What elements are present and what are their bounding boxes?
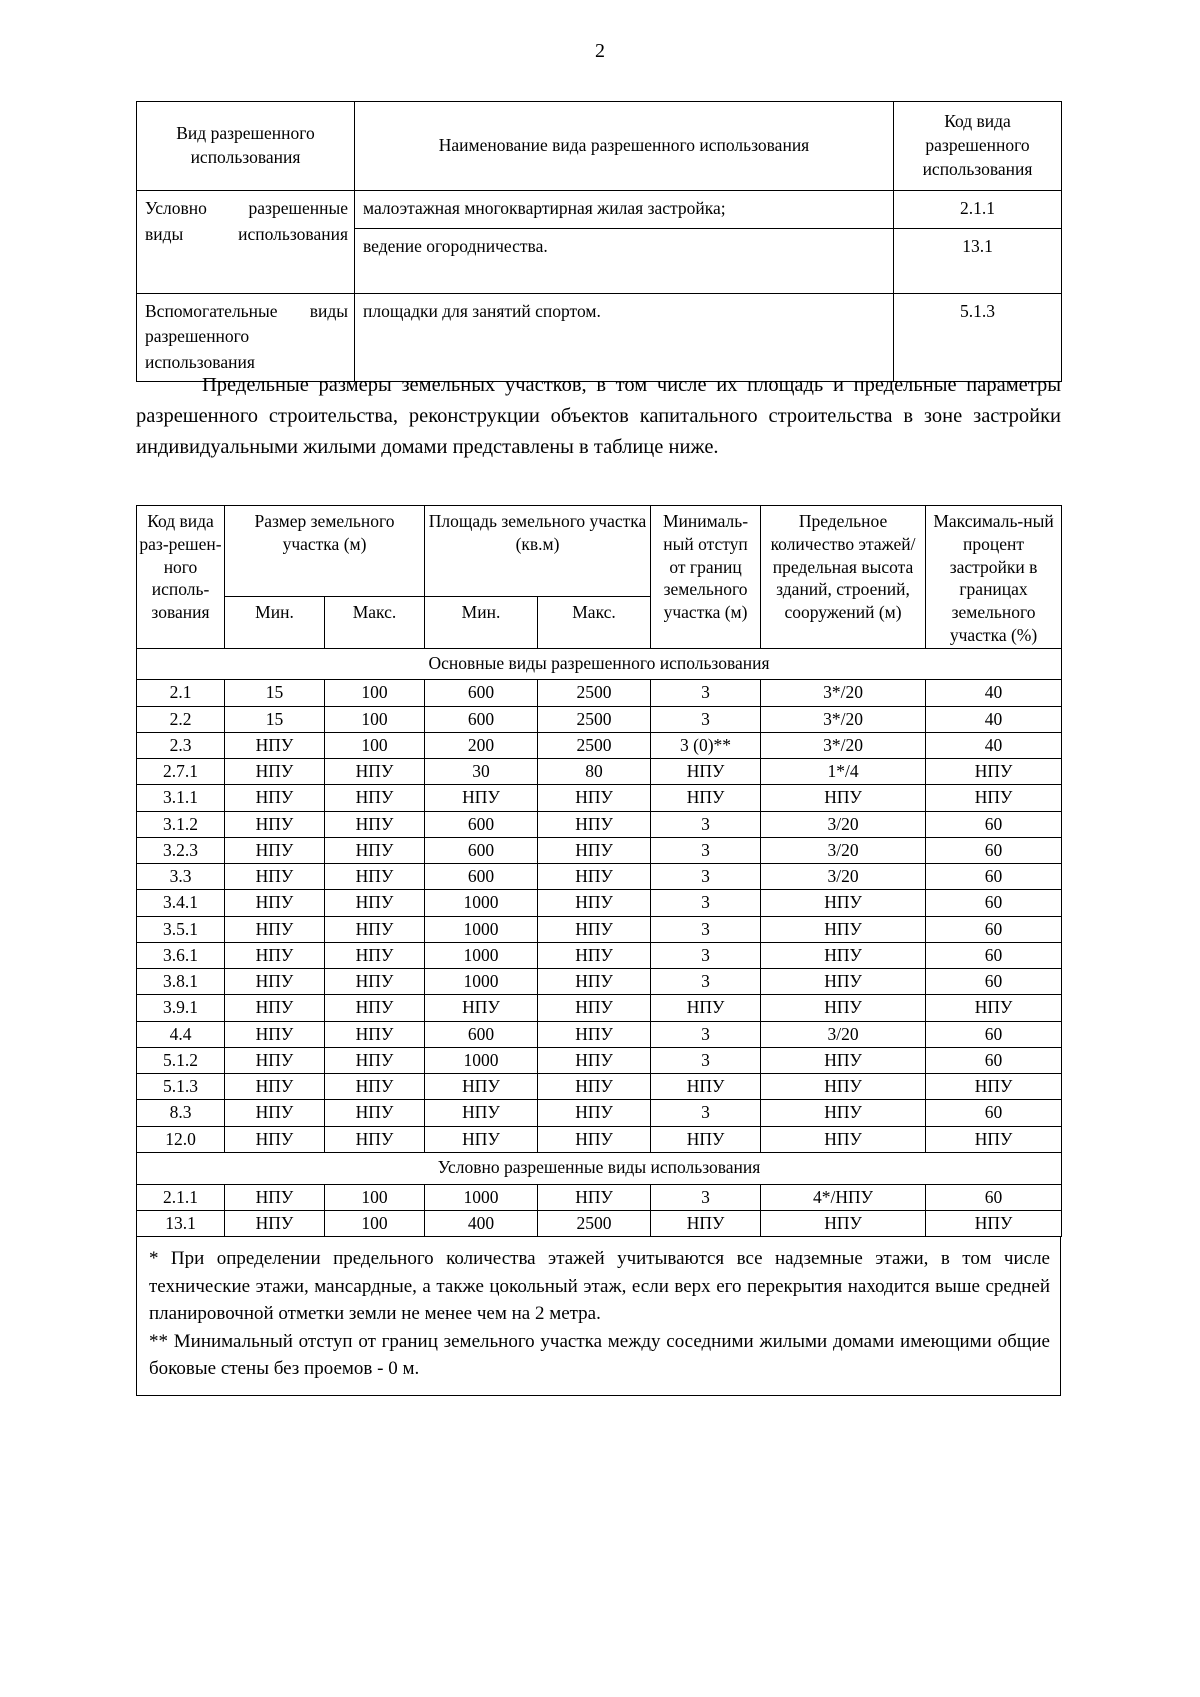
cell-size-max: НПУ [325, 1126, 425, 1152]
cell-area-min: НПУ [425, 1126, 538, 1152]
header-size-max: Макс. [325, 597, 425, 648]
cell-area-min: НПУ [425, 1100, 538, 1126]
table-row [137, 811, 1062, 837]
table-row [137, 1100, 1062, 1126]
cell-area-max: НПУ [538, 785, 651, 811]
cell-setback: 3 [651, 969, 761, 995]
cell-coverage: НПУ [926, 1211, 1062, 1237]
cell-code: 2.2 [137, 706, 225, 732]
header-size-min: Мин. [225, 597, 325, 648]
intro-paragraph: Предельные размеры земельных участков, в том числе их площадь и предельные параметры разрешенного строительства, реконструкции объектов капитального строительства в зоне застройки индивидуальными жилыми домами представлены в таблице ниже. [136, 374, 1061, 459]
table-row [137, 1184, 1062, 1210]
cell-coverage: НПУ [926, 785, 1062, 811]
cell-use-name: ведение огородничества. [355, 228, 894, 293]
cell-area-min: 600 [425, 811, 538, 837]
cell-area-max: НПУ [538, 1047, 651, 1073]
cell-code: 3.8.1 [137, 969, 225, 995]
cell-area-max: НПУ [538, 1126, 651, 1152]
cell-floors: 3*/20 [761, 732, 926, 758]
cell-floors: НПУ [761, 890, 926, 916]
cell-setback: 3 [651, 837, 761, 863]
cell-coverage: НПУ [926, 1126, 1062, 1152]
cell-setback: 3 [651, 890, 761, 916]
cell-setback: 3 [651, 942, 761, 968]
cell-code: 3.5.1 [137, 916, 225, 942]
cell-size-max: НПУ [325, 890, 425, 916]
table-row [137, 995, 1062, 1021]
cell-size-min: НПУ [225, 916, 325, 942]
cell-floors: НПУ [761, 942, 926, 968]
cell-setback: 3 [651, 680, 761, 706]
cell-code: 3.9.1 [137, 995, 225, 1021]
cell-size-max: НПУ [325, 942, 425, 968]
cell-setback: 3 [651, 916, 761, 942]
cell-area-min: 1000 [425, 969, 538, 995]
cell-coverage: 60 [926, 1021, 1062, 1047]
header-area-max: Макс. [538, 597, 651, 648]
cell-size-max: НПУ [325, 864, 425, 890]
header-area-min: Мин. [425, 597, 538, 648]
cell-area-max: НПУ [538, 890, 651, 916]
cell-code: 4.4 [137, 1021, 225, 1047]
cell-coverage: 60 [926, 1100, 1062, 1126]
land-parameters-table [136, 505, 1062, 1237]
cell-size-min: НПУ [225, 759, 325, 785]
cell-coverage: 40 [926, 706, 1062, 732]
cell-floors: 3/20 [761, 864, 926, 890]
cell-area-max: НПУ [538, 837, 651, 863]
cell-floors: 3/20 [761, 1021, 926, 1047]
cell-size-min: НПУ [225, 1126, 325, 1152]
table-row [137, 916, 1062, 942]
cell-size-max: НПУ [325, 969, 425, 995]
cell-size-max: НПУ [325, 995, 425, 1021]
cell-code: 8.3 [137, 1100, 225, 1126]
cell-floors: 3/20 [761, 811, 926, 837]
cell-coverage: НПУ [926, 1074, 1062, 1100]
cell-floors: 3*/20 [761, 680, 926, 706]
cell-size-min: НПУ [225, 1021, 325, 1047]
cell-setback: НПУ [651, 995, 761, 1021]
cell-area-min: 600 [425, 706, 538, 732]
cell-coverage: 60 [926, 942, 1062, 968]
cell-code: 3.2.3 [137, 837, 225, 863]
cell-code: 2.7.1 [137, 759, 225, 785]
cell-size-min: НПУ [225, 785, 325, 811]
table-row [137, 1047, 1062, 1073]
cell-area-min: 1000 [425, 1047, 538, 1073]
cell-area-max: 2500 [538, 1211, 651, 1237]
table-row [137, 1074, 1062, 1100]
cell-area-min: НПУ [425, 995, 538, 1021]
cell-area-max: 80 [538, 759, 651, 785]
cell-setback: НПУ [651, 1211, 761, 1237]
cell-area-min: 1000 [425, 1184, 538, 1210]
cell-use-code: 5.1.3 [894, 293, 1062, 381]
cell-floors: НПУ [761, 785, 926, 811]
cell-use-code: 2.1.1 [894, 191, 1062, 228]
cell-size-min: НПУ [225, 732, 325, 758]
cell-use-kind: Условно разрешенные виды использования [137, 191, 355, 293]
cell-use-code: 13.1 [894, 228, 1062, 293]
cell-floors: НПУ [761, 1047, 926, 1073]
cell-size-min: НПУ [225, 837, 325, 863]
cell-area-max: НПУ [538, 1021, 651, 1047]
table-row [137, 890, 1062, 916]
footnote-single-asterisk: * При определении предельного количества этажей учитываются все надземные этажи, в том числе технические этажи, мансардные, а также цокольный этаж, если верх его перекрытия находится выше средней планировочной отметки земли не менее чем на 2 метра. [149, 1248, 1050, 1325]
cell-size-max: НПУ [325, 811, 425, 837]
cell-coverage: 40 [926, 732, 1062, 758]
header-floors: Предельное количество этажей/ предельная высота зданий, строений, сооружений (м) [761, 506, 926, 649]
cell-setback: 3 [651, 1100, 761, 1126]
cell-coverage: 60 [926, 916, 1062, 942]
cell-use-kind: Вспомогательные виды разрешенного использования [137, 293, 355, 381]
table-row [137, 785, 1062, 811]
table-row [137, 680, 1062, 706]
cell-size-max: НПУ [325, 1074, 425, 1100]
page-number: 2 [595, 40, 605, 62]
cell-code: 2.1 [137, 680, 225, 706]
cell-setback: 3 [651, 1184, 761, 1210]
cell-setback: НПУ [651, 759, 761, 785]
cell-size-max: НПУ [325, 916, 425, 942]
land-parameters-table-container [136, 505, 1061, 1396]
cell-setback: НПУ [651, 785, 761, 811]
cell-coverage: 60 [926, 969, 1062, 995]
table-row [137, 706, 1062, 732]
table-footnotes [136, 1237, 1061, 1396]
cell-size-max: НПУ [325, 759, 425, 785]
permitted-use-types-table [136, 101, 1062, 382]
cell-coverage: 60 [926, 837, 1062, 863]
cell-size-max: НПУ [325, 837, 425, 863]
cell-size-max: НПУ [325, 1021, 425, 1047]
cell-code: 3.1.1 [137, 785, 225, 811]
cell-area-max: НПУ [538, 1184, 651, 1210]
cell-size-max: 100 [325, 1211, 425, 1237]
cell-size-max: НПУ [325, 785, 425, 811]
cell-area-min: 1000 [425, 890, 538, 916]
cell-area-max: НПУ [538, 1074, 651, 1100]
cell-code: 3.4.1 [137, 890, 225, 916]
cell-area-min: 1000 [425, 916, 538, 942]
cell-code: 2.3 [137, 732, 225, 758]
cell-area-min: 600 [425, 680, 538, 706]
cell-size-max: 100 [325, 706, 425, 732]
cell-use-name: малоэтажная многоквартирная жилая застройка; [355, 191, 894, 228]
section-title-main: Основные виды разрешенного использования [137, 648, 1062, 680]
cell-area-max: НПУ [538, 864, 651, 890]
cell-size-min: 15 [225, 706, 325, 732]
cell-code: 2.1.1 [137, 1184, 225, 1210]
cell-size-min: 15 [225, 680, 325, 706]
table-row [137, 942, 1062, 968]
header-area: Площадь земельного участка (кв.м) [425, 506, 651, 597]
header-use-name: Наименование вида разрешенного использования [355, 102, 894, 191]
cell-setback: НПУ [651, 1074, 761, 1100]
cell-area-min: 600 [425, 837, 538, 863]
cell-floors: НПУ [761, 995, 926, 1021]
cell-code: 13.1 [137, 1211, 225, 1237]
cell-size-min: НПУ [225, 942, 325, 968]
cell-size-min: НПУ [225, 1047, 325, 1073]
table-row [137, 864, 1062, 890]
cell-use-name: площадки для занятий спортом. [355, 293, 894, 381]
cell-size-min: НПУ [225, 811, 325, 837]
table-header-row [137, 102, 1062, 191]
table-row [137, 1126, 1062, 1152]
cell-area-min: 200 [425, 732, 538, 758]
cell-floors: 4*/НПУ [761, 1184, 926, 1210]
cell-coverage: НПУ [926, 995, 1062, 1021]
cell-coverage: 60 [926, 811, 1062, 837]
cell-code: 5.1.2 [137, 1047, 225, 1073]
cell-size-max: НПУ [325, 1100, 425, 1126]
cell-floors: НПУ [761, 1126, 926, 1152]
section-header-row [137, 648, 1062, 680]
cell-size-min: НПУ [225, 890, 325, 916]
cell-setback: 3 (0)** [651, 732, 761, 758]
cell-coverage: 40 [926, 680, 1062, 706]
header-code: Код вида раз-решен-ного исполь-зования [137, 506, 225, 649]
section-header-row [137, 1152, 1062, 1184]
cell-coverage: 60 [926, 1047, 1062, 1073]
header-coverage: Максималь-ный процент застройки в границах земельного участка (%) [926, 506, 1062, 649]
table-row [137, 969, 1062, 995]
cell-size-min: НПУ [225, 995, 325, 1021]
cell-setback: НПУ [651, 1126, 761, 1152]
cell-area-min: 600 [425, 864, 538, 890]
cell-area-min: 400 [425, 1211, 538, 1237]
cell-area-min: 1000 [425, 942, 538, 968]
cell-coverage: 60 [926, 1184, 1062, 1210]
cell-area-min: 30 [425, 759, 538, 785]
cell-size-min: НПУ [225, 1100, 325, 1126]
cell-floors: 3/20 [761, 837, 926, 863]
cell-floors: НПУ [761, 1074, 926, 1100]
header-use-kind: Вид разрешенного использования [137, 102, 355, 191]
cell-area-max: НПУ [538, 916, 651, 942]
cell-size-min: НПУ [225, 1184, 325, 1210]
cell-size-min: НПУ [225, 864, 325, 890]
cell-setback: 3 [651, 811, 761, 837]
table-row [137, 293, 1062, 381]
cell-floors: НПУ [761, 969, 926, 995]
cell-code: 5.1.3 [137, 1074, 225, 1100]
cell-coverage: 60 [926, 864, 1062, 890]
cell-size-max: 100 [325, 1184, 425, 1210]
cell-floors: НПУ [761, 916, 926, 942]
table-row [137, 837, 1062, 863]
cell-area-min: НПУ [425, 1074, 538, 1100]
cell-code: 3.6.1 [137, 942, 225, 968]
cell-coverage: 60 [926, 890, 1062, 916]
table-row [137, 759, 1062, 785]
cell-floors: 1*/4 [761, 759, 926, 785]
cell-size-min: НПУ [225, 1211, 325, 1237]
permitted-use-types-table-container [136, 101, 1061, 382]
section-title-conditional: Условно разрешенные виды использования [137, 1152, 1062, 1184]
cell-area-min: 600 [425, 1021, 538, 1047]
table-row [137, 732, 1062, 758]
header-setback: Минималь-ный отступ от границ земельного участка (м) [651, 506, 761, 649]
cell-size-max: 100 [325, 732, 425, 758]
header-use-code: Код вида разрешенного использования [894, 102, 1062, 191]
cell-setback: 3 [651, 1047, 761, 1073]
cell-setback: 3 [651, 706, 761, 732]
cell-area-max: 2500 [538, 680, 651, 706]
table-header-row-1 [137, 506, 1062, 597]
cell-setback: 3 [651, 1021, 761, 1047]
cell-floors: НПУ [761, 1100, 926, 1126]
footnote-double-asterisk: ** Минимальный отступ от границ земельного участка между соседними жилыми домами имеющими общие боковые стены без проемов - 0 м. [149, 1330, 1050, 1380]
cell-size-max: 100 [325, 680, 425, 706]
header-size: Размер земельного участка (м) [225, 506, 425, 597]
cell-area-min: НПУ [425, 785, 538, 811]
cell-floors: 3*/20 [761, 706, 926, 732]
table-row [137, 1211, 1062, 1237]
cell-size-min: НПУ [225, 969, 325, 995]
cell-floors: НПУ [761, 1211, 926, 1237]
cell-code: 3.1.2 [137, 811, 225, 837]
table-row [137, 191, 1062, 228]
cell-area-max: 2500 [538, 706, 651, 732]
cell-area-max: 2500 [538, 732, 651, 758]
cell-size-min: НПУ [225, 1074, 325, 1100]
cell-area-max: НПУ [538, 995, 651, 1021]
cell-area-max: НПУ [538, 811, 651, 837]
cell-size-max: НПУ [325, 1047, 425, 1073]
cell-setback: 3 [651, 864, 761, 890]
cell-area-max: НПУ [538, 942, 651, 968]
cell-coverage: НПУ [926, 759, 1062, 785]
cell-code: 12.0 [137, 1126, 225, 1152]
table-row [137, 1021, 1062, 1047]
cell-area-max: НПУ [538, 1100, 651, 1126]
cell-code: 3.3 [137, 864, 225, 890]
cell-area-max: НПУ [538, 969, 651, 995]
